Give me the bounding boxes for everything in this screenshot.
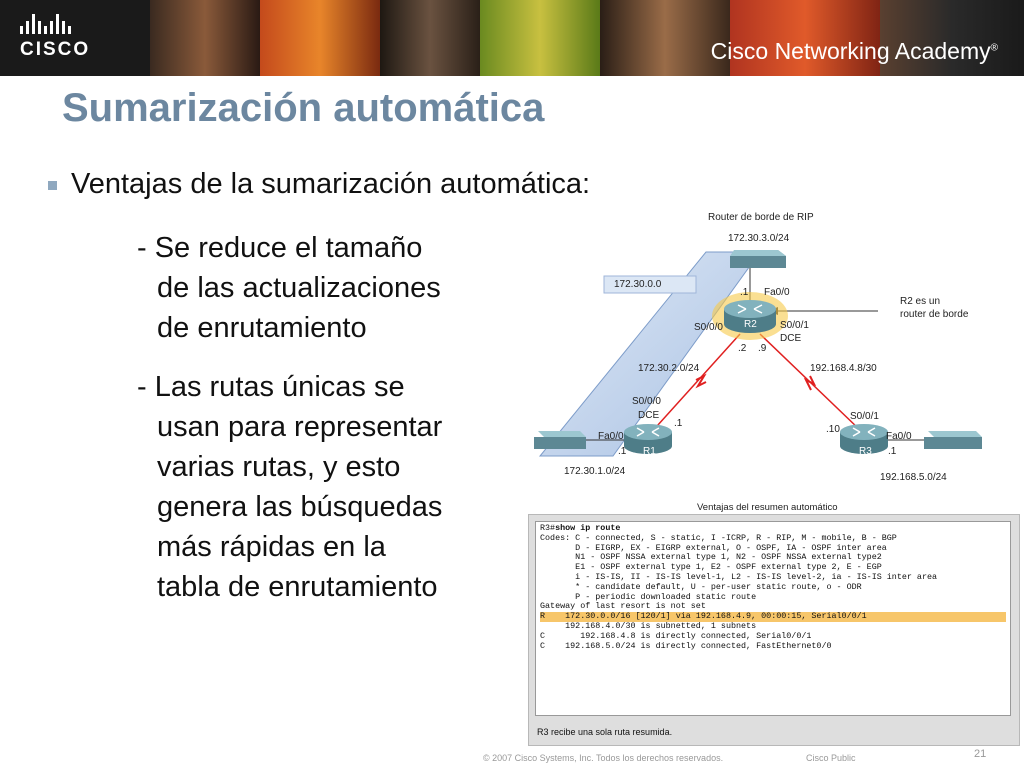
terminal-line: Codes: C - connected, S - static, I -ICRP, R - RIP, M - mobile, B - BGP — [540, 532, 897, 543]
banner-photo — [260, 0, 380, 76]
sub-point-line: tabla de enrutamiento — [157, 571, 438, 603]
sub-point-1 — [137, 228, 441, 348]
r1-dce-label: DCE — [638, 410, 660, 421]
bullet-text: Ventajas de la sumarización automática: — [71, 168, 591, 200]
terminal-line: C 192.168.4.8 is directly connected, Serial0/0/1 — [540, 630, 812, 641]
terminal-line: E1 - OSPF external type 1, E2 - OSPF external type 2, E - EGP — [540, 562, 882, 573]
sub-point-line: más rápidas en la — [157, 531, 386, 563]
terminal-line: P - periodic downloaded static route — [540, 591, 757, 602]
router-r2-icon — [712, 292, 788, 340]
network-diagram — [528, 208, 1024, 508]
footer-copyright: © 2007 Cisco Systems, Inc. Todos los derechos reservados. — [483, 753, 724, 763]
cisco-logo — [20, 14, 100, 62]
terminal-caption: R3 recibe una sola ruta resumida. — [537, 727, 673, 737]
r3-s001-label: S0/0/1 — [850, 411, 879, 422]
terminal-line: * - candidate default, U - per-user static route, o - ODR — [540, 581, 862, 592]
terminal-command: show ip route — [555, 523, 621, 533]
link-r1-r2-label: 172.30.2.0/24 — [638, 363, 700, 374]
sub-point-line: genera las búsquedas — [157, 491, 443, 523]
network-top-label: 172.30.3.0/24 — [728, 233, 790, 244]
slide-title: Sumarización automática — [62, 86, 545, 130]
r2-s000-ip-label: .2 — [738, 343, 747, 354]
bullet-square-icon — [48, 181, 57, 190]
switch-r1-icon — [534, 431, 586, 449]
serial-zigzag-icon — [806, 376, 814, 390]
terminal-section-title: Ventajas del resumen automático — [697, 502, 838, 513]
sub-point-2 — [137, 367, 442, 607]
sub-point-line: de las actualizaciones — [157, 272, 441, 304]
sub-point-line: de enrutamiento — [157, 312, 367, 344]
r3-s001-ip-label: .10 — [826, 424, 840, 435]
terminal-prompt: R3# — [540, 523, 556, 533]
banner-photo — [480, 0, 600, 76]
bullet-item — [48, 168, 590, 201]
network-r3-label: 192.168.5.0/24 — [880, 472, 947, 483]
r2-fa-ip-label: .1 — [740, 287, 749, 298]
r3-name-label: R3 — [859, 446, 872, 457]
summary-network-label: 172.30.0.0 — [614, 279, 662, 290]
r2-name-label: R2 — [744, 319, 757, 330]
r2-fa-interface-label: Fa0/0 — [764, 287, 790, 298]
r3-fa-interface-label: Fa0/0 — [886, 431, 912, 442]
r1-s000-label: S0/0/0 — [632, 396, 661, 407]
cisco-wordmark: CISCO — [20, 39, 91, 60]
terminal-output — [535, 521, 1011, 716]
registered-mark: ® — [990, 42, 998, 54]
r1-fa-ip-label: .1 — [618, 446, 627, 457]
r2-note-line-2: router de borde — [900, 309, 969, 320]
r2-dce-label: DCE — [780, 333, 802, 344]
terminal-highlight-line: R 172.30.0.0/16 [120/1] via 192.168.4.9, 00:00:15, Serial0/0/1 — [540, 612, 1006, 622]
page-number: 21 — [974, 748, 987, 760]
sub-point-line: - Se reduce el tamaño — [137, 232, 423, 264]
banner-photo — [380, 0, 480, 76]
header-banner — [0, 0, 1024, 76]
cisco-bars-icon — [20, 14, 100, 34]
footer-classification: Cisco Public — [806, 753, 856, 763]
r1-fa-interface-label: Fa0/0 — [598, 431, 624, 442]
terminal-line: i - IS-IS, II - IS-IS level-1, L2 - IS-IS level-2, ia - IS-IS inter area — [540, 571, 938, 582]
r2-s000-label: S0/0/0 — [694, 322, 723, 333]
academy-text: Cisco Networking Academy — [710, 38, 991, 64]
r2-s001-ip-label: .9 — [758, 343, 767, 354]
terminal-line: C 192.168.5.0/24 is directly connected, FastEthernet0/0 — [540, 640, 832, 651]
topology-svg — [528, 208, 1024, 508]
r2-s001-label: S0/0/1 — [780, 320, 809, 331]
r3-fa-ip-label: .1 — [888, 446, 897, 457]
sub-point-line: - Las rutas únicas se — [137, 371, 405, 403]
sub-point-line: varias rutas, y esto — [157, 451, 401, 483]
terminal-panel — [528, 514, 1020, 746]
r1-name-label: R1 — [643, 446, 656, 457]
network-r1-label: 172.30.1.0/24 — [564, 466, 626, 477]
banner-photo — [150, 0, 260, 76]
terminal-line: N1 - OSPF NSSA external type 1, N2 - OSPF NSSA external type2 — [540, 552, 882, 563]
terminal-line: 192.168.4.0/30 is subnetted, 1 subnets — [540, 620, 757, 631]
r1-s000-ip-label: .1 — [674, 418, 683, 429]
academy-wordmark — [711, 38, 998, 65]
border-router-label: Router de borde de RIP — [708, 212, 814, 223]
switch-top-icon — [730, 250, 786, 268]
terminal-line: Gateway of last resort is not set — [540, 601, 706, 612]
r2-note-line-1: R2 es un — [900, 296, 941, 307]
terminal-line: D - EIGRP, EX - EIGRP external, O - OSPF, IA - OSPF inter area — [540, 542, 887, 553]
switch-r3-icon — [924, 431, 982, 449]
sub-point-line: usan para representar — [157, 411, 443, 443]
link-r2-r3-label: 192.168.4.8/30 — [810, 363, 877, 374]
